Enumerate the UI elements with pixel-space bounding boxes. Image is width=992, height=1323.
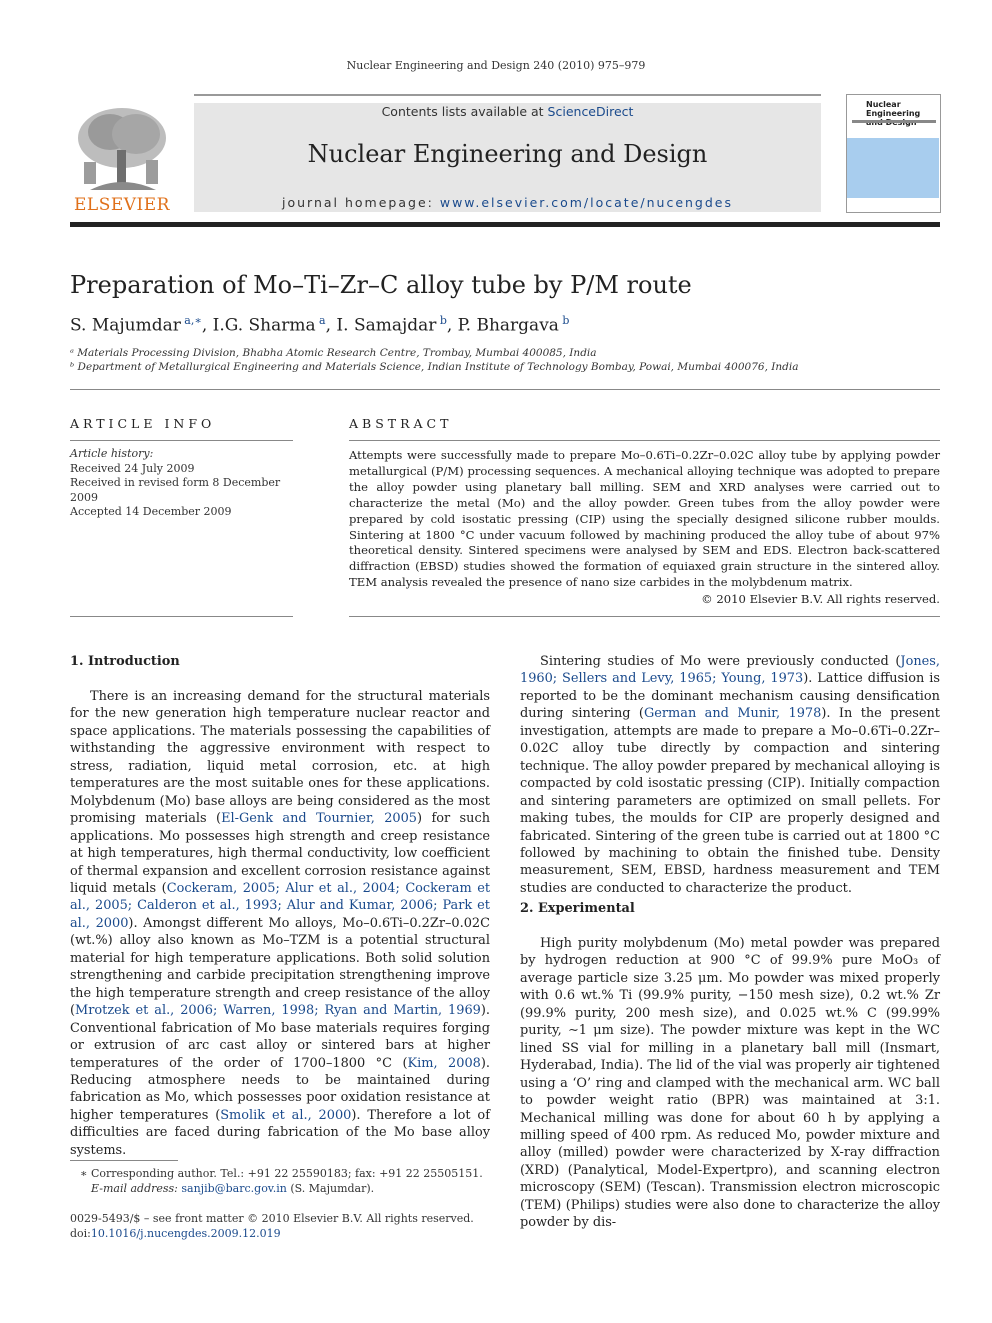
introduction-body — [70, 688, 490, 1159]
author-affiliation-mark[interactable]: b — [562, 314, 570, 327]
contents-line — [194, 104, 821, 119]
history-label: Article history: — [70, 447, 154, 460]
abstract-bottom-rule — [349, 616, 940, 617]
citation-link[interactable]: Mrotzek et al., 2006; Warren, 1998; Ryan and Martin, 1969 — [75, 1003, 481, 1019]
author-affiliation-mark[interactable]: a — [319, 314, 326, 327]
received-date: Received 24 July 2009 — [70, 461, 195, 475]
citation-link[interactable]: Smolik et al., 2000 — [220, 1107, 352, 1123]
text-run: ). Amongst different Mo alloys, Mo–0.6Ti–0.2Zr–0.02C (wt.%) alloy also known as Mo–TZM is a potential structural material for high temperature applications. Both solid solution strengthening and carbide precipitation strengthening improve the high temperature strength and creep resistance of the alloy ( — [70, 915, 490, 1019]
email-suffix: (S. Majumdar). — [286, 1181, 375, 1195]
revised-date: Received in revised form 8 December 2009 — [70, 476, 281, 504]
article-info-heading: ARTICLE INFO — [70, 416, 216, 431]
citation-link[interactable]: German and Munir, 1978 — [643, 706, 822, 722]
author-list — [70, 314, 569, 336]
cover-color-panel — [847, 138, 939, 198]
experimental-body — [520, 935, 940, 1232]
section-heading-introduction: 1. Introduction — [70, 654, 180, 669]
doi-prefix: doi: — [70, 1226, 91, 1240]
email-line — [80, 1182, 490, 1197]
front-matter — [70, 1212, 490, 1241]
doi-link[interactable]: 10.1016/j.nucengdes.2009.12.019 — [90, 1226, 281, 1240]
article-history — [70, 447, 293, 520]
cover-subtitle-bar — [852, 120, 936, 123]
right-column-body — [520, 653, 940, 897]
author-affiliation-mark[interactable]: a,∗ — [184, 314, 202, 327]
text-run: ). Conventional fabrication of Mo base materials requires forging or extrusion of arc cast alloy or sintered bars at higher temperatures of the order of 1700–1800 °C ( — [70, 1003, 490, 1071]
abstract-copyright: © 2010 Elsevier B.V. All rights reserved. — [701, 592, 940, 606]
paragraph: High purity molybdenum (Mo) metal powder was prepared by hydrogen reduction at 900 °C of 99.9% pure MoO₃ of average particle size 3.25 μm. Mo powder was mixed properly with 0.6 wt.% Ti (99.9% purity, −150 mesh size), 0.2 wt.% Zr (99.9% purity, 200 mesh size), and 0.025 wt.% C (99.99% purity, ∼1 μm size). The powder mixture was kept in the WC lined SS vial for milling in a planetary ball mill (Insmart, Hyderabad, India). The lid of the vial was properly air tightened using a ‘O’ ring and clamped with the mechanical arm. WC ball to powder weight ratio (BPR) was maintained at 3:1. Mechanical milling was done for about 60 h by applying a milling speed of 400 rpm. As reduced Mo, powder mixture and alloy (milled) powder were characterized by X-ray diffraction (XRD) (Panalytical, Model-Expertpro), and scanning electron microscopy (SEM) (Tescan). Transmission electron microscopic (TEM) (Philips) studies were also done to characterize the alloy powder by dis- — [520, 936, 940, 1231]
citation-link[interactable]: Kim, 2008 — [407, 1055, 481, 1071]
abstract-heading: ABSTRACT — [349, 416, 453, 431]
article-title: Preparation of Mo–Ti–Zr–C alloy tube by P/M route — [70, 271, 692, 299]
article-info-bottom-rule — [70, 616, 293, 617]
cover-title: Nuclear Engineering — [866, 100, 921, 118]
accepted-date: Accepted 14 December 2009 — [70, 505, 232, 518]
citation-link[interactable]: Jones, 1960; Sellers and Levy, 1965; Young, 1973 — [520, 654, 940, 687]
text-run: ). In the present investigation, attempts are made to prepare a Mo–0.6Ti–0.2Zr–0.02C alloy tube directly by compaction and sintering technique. The alloy powder prepared by mechanical alloying is compacted by cold isostatic pressing (CIP). Initially compaction and sintering parameters are optimized on small pellets. For making tubes, the moulds for CIP are properly designed and fabricated. Sintering of the green tube is carried out at 1800 °C followed by machining to obtain the finished tube. Density measurement, SEM, EBSD, hardness measurement and TEM studies are conducted to characterize the product. — [520, 706, 940, 896]
text-run: Sintering studies of Mo were previously conducted ( — [540, 654, 901, 669]
publisher-name: ELSEVIER — [74, 195, 170, 215]
paragraph — [520, 653, 940, 897]
homepage-prefix: journal homepage: — [282, 195, 440, 210]
masthead-top-rule — [194, 94, 821, 96]
doi-line — [70, 1227, 490, 1242]
author-name: S. Majumdar — [70, 315, 181, 336]
abstract-rule — [349, 440, 940, 441]
affiliation-b: ᵇ Department of Metallurgical Engineering and Materials Science, Indian Institute of Technology Bombay, Powai, Mumbai 400076, India — [70, 361, 799, 373]
email-label: E-mail address: — [91, 1181, 182, 1195]
email-link[interactable]: sanjib@barc.gov.in — [181, 1181, 287, 1195]
author-affiliation-mark[interactable]: b — [439, 314, 447, 327]
sciencedirect-link[interactable]: ScienceDirect — [547, 104, 634, 119]
section-heading-experimental: 2. Experimental — [520, 901, 635, 916]
journal-homepage — [194, 195, 821, 210]
journal-name: Nuclear Engineering and Design — [307, 140, 708, 168]
issn-line: 0029-5493/$ – see front matter © 2010 Elsevier B.V. All rights reserved. — [70, 1212, 474, 1225]
text-run: ). Therefore a lot of difficulties are faced during fabrication of the Mo base alloy systems. — [70, 1107, 490, 1158]
text-run: There is an increasing demand for the structural materials for the new generation high temperature nuclear reactor and space applications. The materials possessing the capabilities of withstanding the aggressive environment with respect to stress, radiation, liquid metal corrosion, etc. at high temperatures are the most suitable ones for these applications. Molybdenum (Mo) base alloys are being considered as the most promising materials ( — [70, 689, 490, 827]
abstract-text: Attempts were successfully made to prepare Mo–0.6Ti–0.2Zr–0.02C alloy tube by applying powder metallurgical (P/M) processing sequences. A mechanical alloying technique was adopted to prepare the alloy powder using planetary ball milling. SEM and XRD analyses were carried out to characterize the metal (Mo) and the alloy powder. Green tubes from the alloy powder were prepared by cold isostatic pressing (CIP) using the specially designed silicone rubber moulds. Sintering at 1800 °C under vacuum followed by machining produced the alloy tube of about 97% theoretical density. Sintered specimens were analysed by SEM and EDS. Electron back-scattered diffraction (EBSD) studies showed the formation of equiaxed grain structure in the sintered alloy. TEM analysis revealed the presence of nano size carbides in the molybdenum matrix. — [349, 448, 940, 590]
author-name: , P. Bhargava — [446, 315, 559, 336]
corresponding-author: ∗ Corresponding author. Tel.: +91 22 25590183; fax: +91 22 25505151. — [80, 1167, 483, 1180]
text-run: ) for such applications. Mo possesses high strength and creep resistance at high temperatures, high thermal conductivity, low coefficient of thermal expansion and excellent corrosion resistance against liquid metals ( — [70, 811, 490, 896]
text-run: ). Lattice diffusion is reported to be the dominant mechanism causing densification during sintering ( — [520, 671, 941, 722]
masthead-bottom-rule — [70, 222, 940, 227]
journal-citation: Nuclear Engineering and Design 240 (2010) 975–979 — [346, 59, 646, 72]
author-name: , I.G. Sharma — [201, 315, 316, 336]
author-name: , I. Samajdar — [325, 315, 437, 336]
contents-prefix: Contents lists available at — [381, 104, 548, 119]
text-run: ). Reducing atmosphere needs to be maintained during fabrication as Mo, which possesses poor oxidation resistance at higher temperatures ( — [70, 1055, 490, 1123]
corresponding-author-note — [80, 1167, 490, 1196]
article-info-rule — [70, 440, 293, 441]
affiliation-a: ᵃ Materials Processing Division, Bhabha Atomic Research Centre, Trombay, Mumbai 400085, India — [70, 347, 597, 359]
paragraph — [70, 688, 490, 1159]
footnote-rule — [70, 1160, 178, 1161]
title-separator — [70, 389, 940, 390]
citation-link[interactable]: El-Genk and Tournier, 2005 — [221, 811, 418, 827]
homepage-link[interactable]: www.elsevier.com/locate/nucengdes — [439, 195, 733, 210]
citation-link[interactable]: Cockeram, 2005; Alur et al., 2004; Cockeram et al., 2005; Calderon et al., 1993; Alur and Kumar, 2006; Park et al., 2000 — [70, 880, 490, 931]
